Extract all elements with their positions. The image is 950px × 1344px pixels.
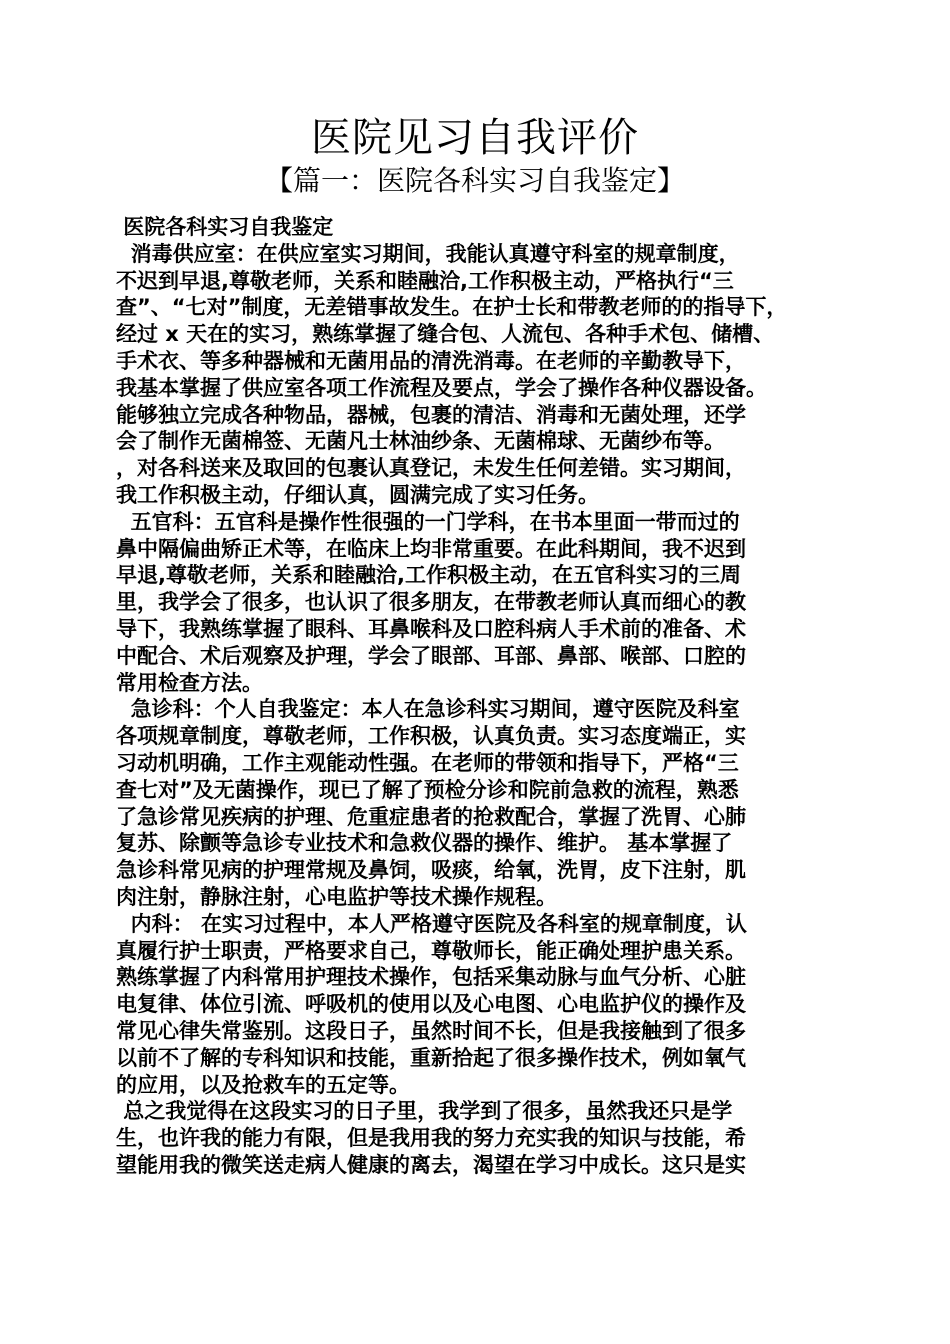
document-subtitle: 【篇一：医院各科实习自我鉴定】: [264, 164, 685, 197]
body-line: 急诊科常见病的护理常规及鼻饲，吸痰，给氧，洗胃，皮下注射，肌: [116, 858, 746, 883]
body-line: 鼻中隔偏曲矫正术等，在临床上均非常重要。在此科期间，我不迟到: [116, 536, 746, 561]
body-line: 内科： 在实习过程中，本人严格遵守医院及各科室的规章制度，认: [116, 911, 747, 936]
body-line: 望能用我的微笑送走病人健康的离去，渴望在学习中成长。这只是实: [116, 1152, 746, 1177]
body-line: 不迟到早退,尊敬老师，关系和睦融洽,工作积极主动，严格执行“三: [116, 268, 734, 293]
body-line: 以前不了解的专科知识和技能，重新拾起了很多操作技术，例如氧气: [116, 1045, 746, 1070]
body-line: 各项规章制度，尊敬老师，工作积极，认真负责。实习态度端正，实: [116, 724, 746, 749]
body-line: 导下，我熟练掌握了眼科、耳鼻喉科及口腔科病人手术前的准备、术: [116, 616, 746, 641]
body-line: 经过 x 天在的实习，熟练掌握了缝合包、人流包、各种手术包、储槽、: [116, 322, 775, 347]
body-line: 复苏、除颤等急诊专业技术和急救仪器的操作、维护。 基本掌握了: [116, 831, 733, 856]
document-title: 医院见习自我评价: [311, 115, 639, 161]
body-line: 了急诊常见疾病的护理、危重症患者的抢救配合，掌握了洗胃、心肺: [116, 804, 746, 829]
body-line: 里，我学会了很多，也认识了很多朋友，在带教老师认真而细心的教: [116, 590, 746, 615]
body-line: 我工作积极主动，仔细认真，圆满完成了实习任务。: [116, 482, 599, 507]
body-line: 我基本掌握了供应室各项工作流程及要点，学会了操作各种仪器设备。: [116, 375, 767, 400]
body-line: 消毒供应室：在供应室实习期间，我能认真遵守科室的规章制度，: [116, 241, 740, 266]
body-line: 急诊科：个人自我鉴定：本人在急诊科实习期间，遵守医院及科室: [116, 697, 740, 722]
body-line: 总之我觉得在这段实习的日子里，我学到了很多，虽然我还只是学: [116, 1099, 733, 1124]
body-line: 查七对”及无菌操作，现已了解了预检分诊和院前急救的流程，熟悉: [116, 777, 739, 802]
body-line: 医院各科实习自我鉴定: [116, 215, 334, 239]
body-line: 手术衣、等多种器械和无菌用品的清洗消毒。在老师的辛勤教导下，: [116, 348, 746, 373]
body-line: 肉注射，静脉注射，心电监护等技术操作规程。: [116, 884, 557, 909]
body-line: 常见心律失常鉴别。这段日子，虽然时间不长，但是我接触到了很多: [116, 1018, 746, 1043]
body-line: 查”、“七对”制度，无差错事故发生。在护士长和带教老师的的指导下，: [116, 295, 788, 320]
body-line: 常用检查方法。: [116, 670, 263, 695]
body-line: 早退,尊敬老师，关系和睦融洽,工作积极主动，在五官科实习的三周: [116, 563, 741, 588]
body-line: ，对各科送来及取回的包裹认真登记，未发生任何差错。实习期间，: [116, 456, 746, 481]
body-line: 熟练掌握了内科常用护理技术操作，包括采集动脉与血气分析、心脏: [116, 965, 746, 990]
body-line: 真履行护士职责，严格要求自己，尊敬师长，能正确处理护患关系。: [116, 938, 746, 963]
body-line: 生，也许我的能力有限，但是我用我的努力充实我的知识与技能，希: [116, 1126, 746, 1151]
body-line: 习动机明确，工作主观能动性强。在老师的带领和指导下，严格“三: [116, 750, 739, 775]
body-line: 电复律、体位引流、呼吸机的使用以及心电图、心电监护仪的操作及: [116, 992, 746, 1017]
body-line: 五官科：五官科是操作性很强的一门学科，在书本里面一带而过的: [116, 509, 740, 534]
document-body: [116, 214, 836, 1179]
body-line: 中配合、术后观察及护理，学会了眼部、耳部、鼻部、喉部、口腔的: [116, 643, 746, 668]
body-line: 会了制作无菌棉签、无菌凡士林油纱条、无菌棉球、无菌纱布等。: [116, 429, 725, 454]
body-line: 的应用，以及抢救车的五定等。: [116, 1072, 410, 1097]
body-line: 能够独立完成各种物品，器械，包裹的清洁、消毒和无菌处理，还学: [116, 402, 746, 427]
